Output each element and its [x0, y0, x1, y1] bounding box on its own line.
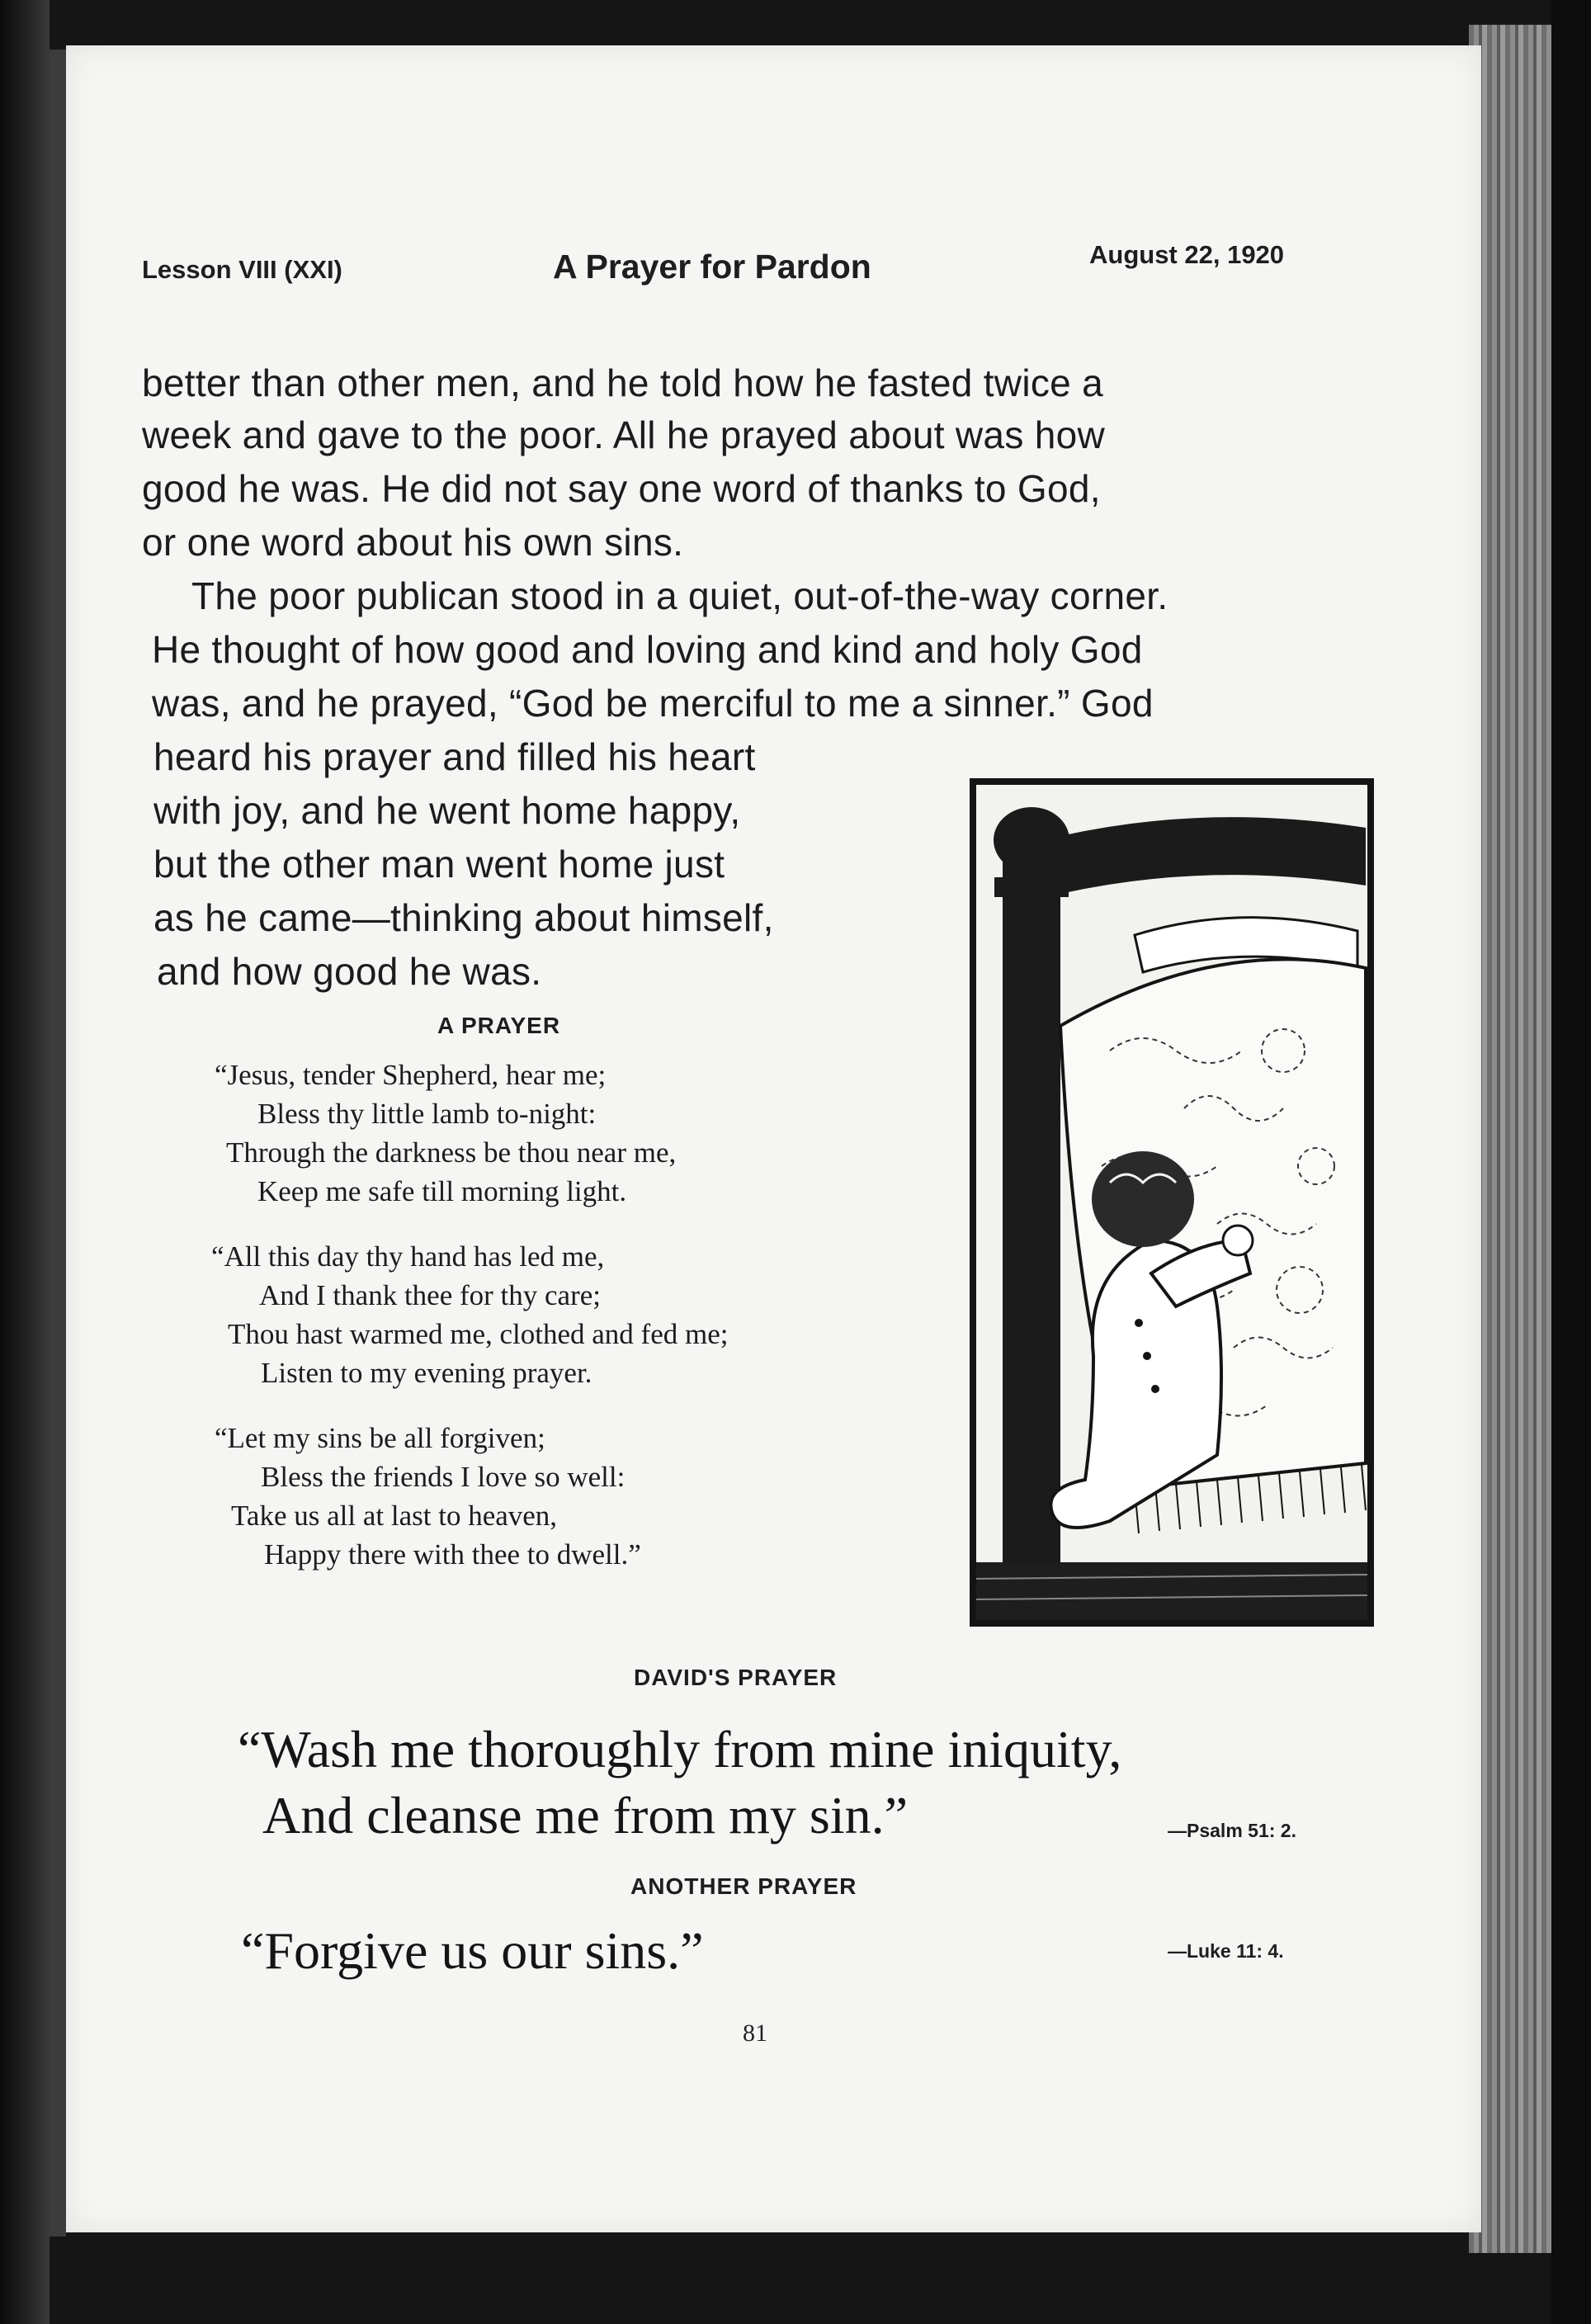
book-left-edge: [0, 0, 50, 2324]
body-line: heard his prayer and filled his heart: [153, 735, 756, 778]
body-line: better than other men, and he told how he fasted twice a: [142, 361, 1103, 404]
body-line: and how good he was.: [157, 950, 542, 993]
book-right-edge: [1551, 0, 1591, 2324]
another-prayer-line: “Forgive us our sins.”: [241, 1921, 704, 1980]
poem-title: A PRAYER: [437, 1013, 561, 1038]
poem-line: And I thank thee for thy care;: [259, 1279, 602, 1311]
body-line: as he came—thinking about himself,: [153, 896, 774, 939]
body-line: week and gave to the poor. All he prayed about was how: [142, 413, 1105, 456]
poem-line: Thou hast warmed me, clothed and fed me;: [228, 1318, 729, 1350]
poem-line: “All this day thy hand has led me,: [211, 1240, 605, 1273]
davids-prayer-heading: DAVID'S PRAYER: [634, 1665, 838, 1690]
poem-line: Through the darkness be thou near me,: [226, 1136, 677, 1169]
poem-line: Take us all at last to heaven,: [231, 1500, 558, 1532]
body-line: or one word about his own sins.: [142, 521, 684, 564]
luke-reference: —Luke 11: 4.: [1168, 1940, 1284, 1962]
book-spine-strip: [50, 50, 66, 2237]
page-number: 81: [743, 2019, 767, 2047]
davids-prayer-line-2: And cleanse me from my sin.”: [262, 1786, 908, 1845]
body-line: but the other man went home just: [153, 843, 725, 886]
poem-line: Happy there with thee to dwell.”: [264, 1538, 641, 1571]
davids-prayer-line-1: “Wash me thoroughly from mine iniquity,: [238, 1720, 1122, 1778]
poem-line: Bless thy little lamb to-night:: [257, 1098, 597, 1130]
another-prayer-heading: ANOTHER PRAYER: [630, 1873, 857, 1899]
lesson-date: August 22, 1920: [1089, 240, 1285, 269]
psalm-reference: —Psalm 51: 2.: [1168, 1820, 1296, 1841]
body-line: with joy, and he went home happy,: [153, 789, 741, 832]
poem-line: Listen to my evening prayer.: [261, 1357, 592, 1389]
poem-line: Keep me safe till morning light.: [257, 1175, 627, 1207]
poem-line: Bless the friends I love so well:: [261, 1461, 626, 1493]
praying-child-illustration: [970, 778, 1374, 1627]
poem-line: “Jesus, tender Shepherd, hear me;: [215, 1059, 607, 1091]
book-page: [66, 45, 1481, 2232]
body-line: good he was. He did not say one word of thanks to God,: [142, 467, 1101, 510]
body-line: The poor publican stood in a quiet, out-of-the-way corner.: [191, 574, 1168, 617]
page-title: A Prayer for Pardon: [553, 248, 871, 286]
lesson-number: Lesson VIII (XXI): [142, 255, 342, 284]
body-line: He thought of how good and loving and kind and holy God: [152, 628, 1143, 671]
body-line: was, and he prayed, “God be merciful to me a sinner.” God: [152, 682, 1154, 725]
poem-line: “Let my sins be all forgiven;: [215, 1422, 545, 1454]
